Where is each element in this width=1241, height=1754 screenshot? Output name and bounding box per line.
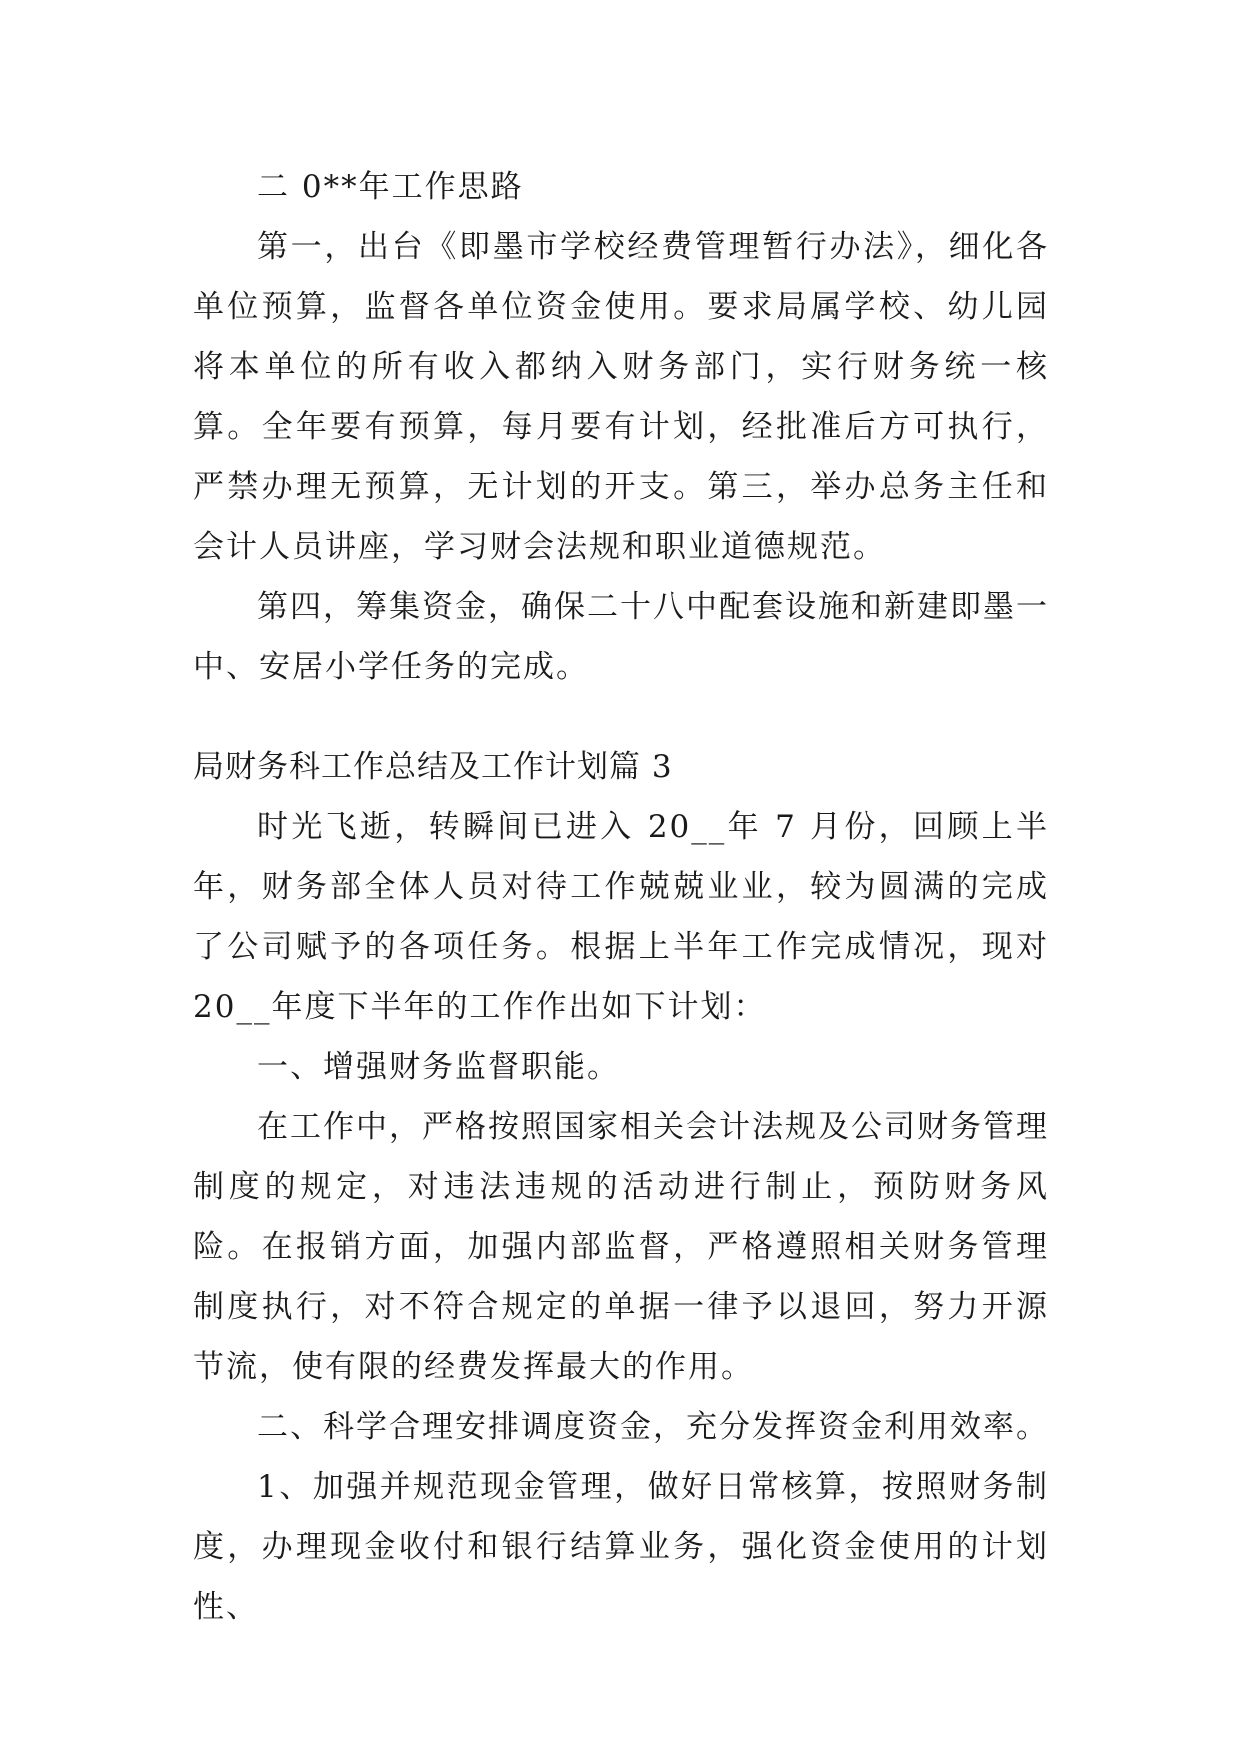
work-plan-section bbox=[193, 157, 1049, 697]
article-section bbox=[193, 737, 1049, 1637]
section-heading: 二 0**年工作思路 bbox=[257, 169, 524, 205]
paragraph: 第四，筹集资金，确保二十八中配套设施和新建即墨一中、安居小学任务的完成。 bbox=[193, 589, 1049, 685]
paragraph: 在工作中，严格按照国家相关会计法规及公司财务管理制度的规定，对违法违规的活动进行制止，预防财务风险。在报销方面，加强内部监督，严格遵照相关财务管理制度执行，对不符合规定的单据一律予以退回，努力开源节流，使有限的经费发挥最大的作用。 bbox=[193, 1109, 1049, 1385]
paragraph: 时光飞逝，转瞬间已进入 20__年 7 月份，回顾上半年，财务部全体人员对待工作兢兢业业，较为圆满的完成了公司赋予的各项任务。根据上半年工作完成情况，现对 20__年度下半年的工作作出如下计划： bbox=[193, 809, 1049, 1025]
paragraph: 1、加强并规范现金管理，做好日常核算，按照财务制度，办理现金收付和银行结算业务，强化资金使用的计划性、 bbox=[193, 1469, 1049, 1625]
paragraph: 第一，出台《即墨市学校经费管理暂行办法》，细化各单位预算，监督各单位资金使用。要求局属学校、幼儿园将本单位的所有收入都纳入财务部门，实行财务统一核算。全年要有预算，每月要有计划，经批准后方可执行，严禁办理无预算，无计划的开支。第三，举办总务主任和会计人员讲座，学习财会法规和职业道德规范。 bbox=[193, 229, 1049, 565]
paragraph: 二、科学合理安排调度资金，充分发挥资金利用效率。 bbox=[257, 1409, 1049, 1445]
article-title: 局财务科工作总结及工作计划篇 3 bbox=[193, 749, 673, 785]
paragraph: 一、增强财务监督职能。 bbox=[257, 1049, 620, 1085]
